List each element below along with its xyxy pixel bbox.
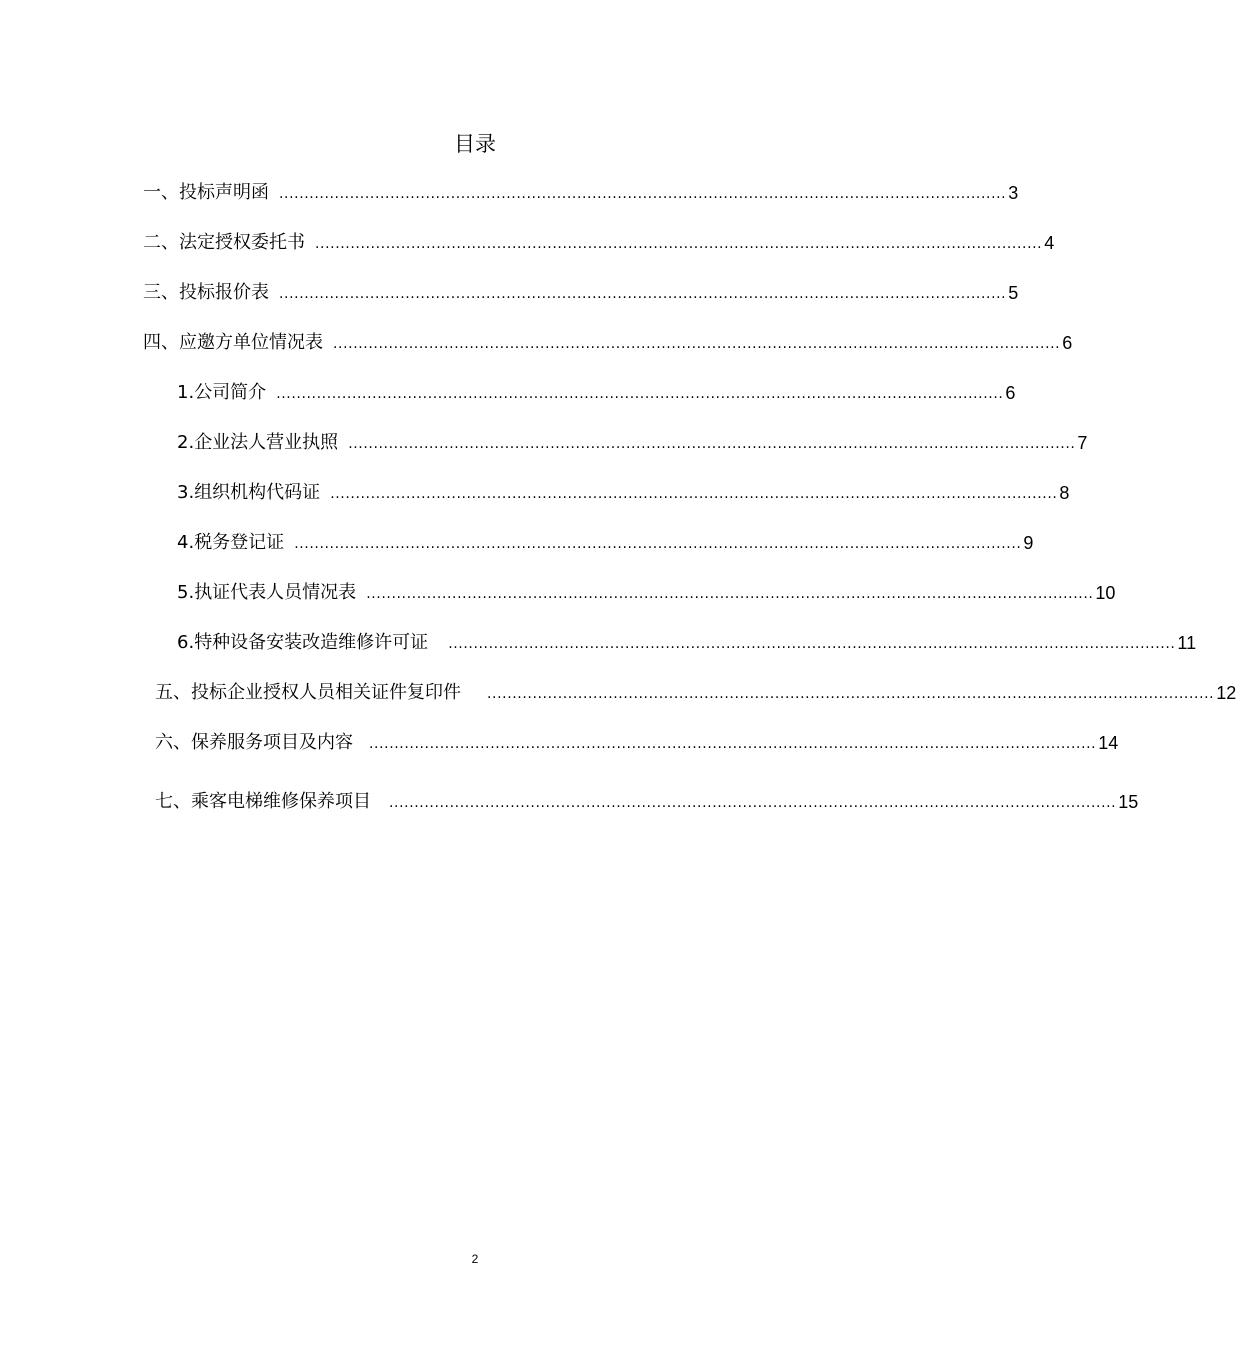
toc-entry-label: 保养服务项目及内容 [191, 732, 353, 753]
toc-entry-number: 一、 [143, 182, 179, 203]
toc-entry-label: 投标企业授权人员相关证件复印件 [191, 682, 461, 703]
toc-entry[interactable] [177, 628, 1197, 654]
toc-entry-page: 11 [1177, 633, 1197, 653]
toc-entry-page: 8 [1059, 483, 1070, 503]
toc-entry-label: 组织机构代码证 [194, 482, 321, 503]
toc-entry-page: 4 [1044, 233, 1055, 253]
toc-entry-page: 10 [1095, 583, 1116, 603]
toc-entry-label: 公司简介 [194, 382, 267, 403]
toc-entry[interactable] [177, 428, 1088, 454]
toc-entry-page: 3 [1008, 183, 1019, 203]
toc-entry-number: 七、 [155, 791, 191, 812]
toc-entry[interactable] [177, 528, 1034, 554]
toc-entry[interactable] [155, 678, 1236, 704]
toc-entry-page: 7 [1077, 433, 1088, 453]
toc-entry-label: 投标声明函 [179, 182, 269, 203]
toc-leader: ................................................................................................................................................ [279, 186, 1007, 202]
toc-entry-number: 四、 [143, 332, 179, 353]
toc-leader: ................................................................................................................................................ [348, 436, 1076, 452]
toc-leader: ................................................................................................................................................ [279, 286, 1007, 302]
page-number: 2 [471, 1252, 479, 1266]
toc-entry-number: 6. [177, 632, 195, 653]
toc-entry-label: 税务登记证 [194, 532, 285, 553]
toc-entry[interactable] [143, 228, 1055, 254]
toc-leader: ................................................................................................................................................ [487, 686, 1215, 702]
toc-entry-label: 法定授权委托书 [179, 232, 305, 253]
toc-entry[interactable] [155, 728, 1119, 754]
toc-entry-number: 1. [177, 382, 195, 403]
toc-entry-number: 5. [177, 582, 195, 603]
toc-entry-page: 6 [1062, 333, 1073, 353]
toc-leader: ................................................................................................................................................ [276, 386, 1004, 402]
toc-entry-page: 6 [1005, 383, 1016, 403]
toc-leader: ................................................................................................................................................ [366, 586, 1094, 602]
toc-entry-number: 五、 [155, 682, 191, 703]
toc-entry-label: 企业法人营业执照 [194, 432, 339, 453]
toc-entry-number: 2. [177, 432, 195, 453]
toc-leader: ................................................................................................................................................ [333, 336, 1061, 352]
toc-entry-label: 执证代表人员情况表 [194, 582, 357, 603]
toc-leader: ................................................................................................................................................ [294, 536, 1022, 552]
toc-entry[interactable] [143, 278, 1019, 304]
toc-leader: ................................................................................................................................................ [448, 636, 1176, 652]
toc-entry[interactable] [143, 328, 1073, 354]
toc-leader: ................................................................................................................................................ [315, 236, 1043, 252]
toc-leader: ................................................................................................................................................ [369, 736, 1097, 752]
toc-entry-page: 5 [1008, 283, 1019, 303]
toc-entry-number: 4. [177, 532, 195, 553]
toc-title: 目录 [454, 132, 496, 156]
toc-entry[interactable] [177, 378, 1016, 404]
toc-entry-page: 12 [1216, 683, 1236, 703]
toc-entry-label: 投标报价表 [179, 282, 269, 303]
toc-entry-label: 应邀方单位情况表 [179, 332, 323, 353]
toc-entry-page: 15 [1118, 792, 1139, 812]
toc-entry-number: 三、 [143, 282, 179, 303]
toc-entry-label: 特种设备安装改造维修许可证 [194, 632, 429, 653]
toc-entry-number: 六、 [155, 732, 191, 753]
toc-entry[interactable] [177, 478, 1070, 504]
toc-leader: ................................................................................................................................................ [330, 486, 1058, 502]
toc-entry-page: 14 [1098, 733, 1119, 753]
toc-entry-number: 3. [177, 482, 195, 503]
toc-entry[interactable] [143, 178, 1019, 204]
toc-leader: ................................................................................................................................................ [389, 795, 1117, 811]
toc-entry[interactable] [155, 787, 1139, 813]
toc-entry-number: 二、 [143, 232, 179, 253]
toc-entry-page: 9 [1023, 533, 1034, 553]
toc-entry-label: 乘客电梯维修保养项目 [191, 791, 371, 812]
toc-entry[interactable] [177, 578, 1116, 604]
